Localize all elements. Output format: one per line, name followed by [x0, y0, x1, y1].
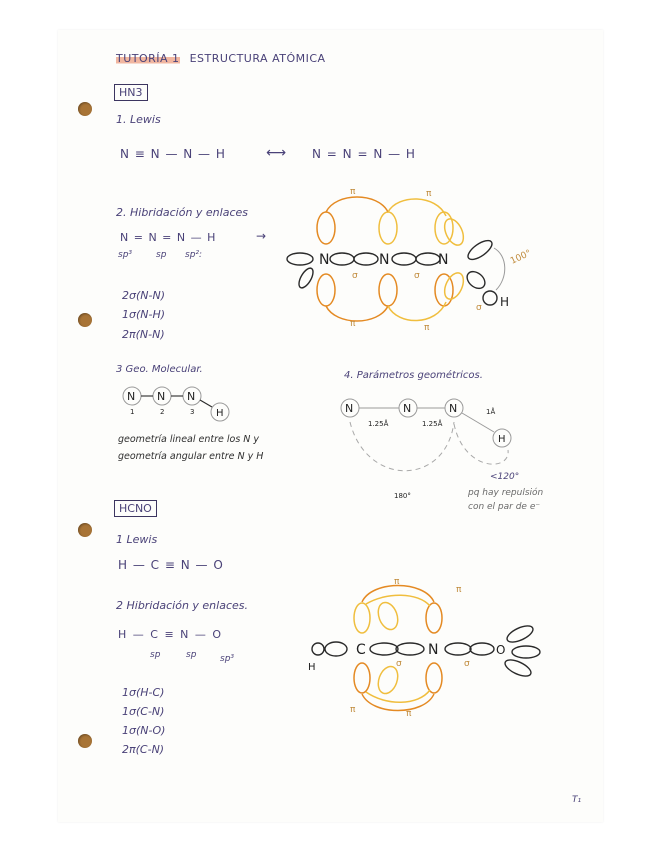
sigma-orbital — [392, 253, 416, 265]
angle-arc — [494, 248, 505, 290]
pi-orbital-lobe — [354, 663, 370, 693]
h-orbital — [312, 643, 324, 655]
pi-label: π — [394, 577, 400, 587]
repulsion-note-line2: con el par de e⁻ — [468, 502, 541, 512]
hcno-hyb-formula: H — C ≡ N — O — [118, 628, 223, 641]
bond-length-label: 1.25Å — [422, 420, 443, 428]
sigma-orbital — [330, 253, 354, 265]
bond-length-label: 1.25Å — [368, 420, 389, 428]
repulsion-note-line1: pq hay repulsión — [468, 488, 544, 498]
pi-orbital-lobe — [375, 600, 401, 632]
atom-n: N — [157, 390, 166, 403]
atom-n: N — [428, 642, 439, 658]
sigma-orbital — [396, 643, 424, 655]
lone-pair-lobe — [287, 253, 313, 265]
atom-n3: N — [438, 252, 449, 268]
lone-pair-lobe — [503, 657, 533, 680]
pi-orbital-lobe — [354, 603, 370, 633]
lone-pair-lobe — [512, 646, 540, 658]
section-box-hn3: HN3 — [114, 84, 148, 101]
sigma-orbital — [370, 643, 398, 655]
pi-orbital-lobe — [317, 212, 335, 244]
hn3-bond-1: 2σ(N-N) — [122, 289, 165, 302]
atom-h: H — [216, 408, 224, 419]
hcno-hybridization-heading: 2 Hibridación y enlaces. — [116, 599, 248, 612]
pi-overlap-arc — [388, 199, 446, 216]
title-highlight: TUTORÍA 1 — [116, 52, 180, 65]
section-box-hcno: HCNO — [114, 500, 157, 517]
bond-length-label: 1Å — [486, 408, 496, 416]
angle-label: 100° — [509, 248, 533, 267]
hyb-label-sp2: sp²: — [185, 250, 203, 260]
title-text: ESTRUCTURA ATÓMICA — [189, 52, 326, 65]
hn3-geometry-sketch — [122, 382, 242, 432]
hn3-hybridization-heading: 2. Hibridación y enlaces — [116, 206, 248, 219]
pi-orbital-lobe — [317, 274, 335, 306]
atom-number: 1 — [130, 408, 135, 416]
hn3-hyb-arrow: → — [256, 229, 267, 243]
sigma-label: σ — [414, 271, 420, 281]
hcno-bond-3: 1σ(N-O) — [122, 724, 166, 737]
atom-number: 2 — [160, 408, 165, 416]
atom-n: N — [345, 402, 354, 415]
page-mark: T₁ — [572, 795, 582, 805]
atom-h: H — [500, 295, 510, 309]
pi-label: π — [350, 319, 356, 329]
hn3-lewis-structure-a: N ≡ N — N — H — [120, 147, 226, 161]
hn3-parameters-sketch — [336, 392, 566, 502]
hcno-lewis-structure: H — C ≡ N — O — [118, 558, 224, 572]
sigma-orbital — [416, 253, 440, 265]
hn3-bond-2: 1σ(N-H) — [122, 308, 166, 321]
atom-n: N — [449, 402, 458, 415]
pi-overlap-arc — [366, 595, 430, 606]
hn3-lewis-structure-b: N = N = N — H — [312, 147, 416, 161]
sigma-label: σ — [464, 659, 470, 669]
atom-h: H — [308, 662, 316, 673]
h-c-sigma — [325, 642, 347, 656]
sigma-orbital — [470, 643, 494, 655]
page-title — [116, 52, 326, 65]
angle-120-label: <120° — [490, 472, 520, 482]
pi-label: π — [350, 187, 356, 197]
pi-overlap-arc — [362, 586, 434, 603]
atom-h: H — [498, 434, 506, 445]
pi-orbital-lobe — [379, 274, 397, 306]
binder-hole — [78, 102, 92, 116]
lone-pair-lobe — [505, 623, 535, 646]
pi-orbital-lobe — [426, 603, 442, 633]
pi-label: π — [350, 705, 356, 715]
hn3-orbital-diagram — [276, 187, 536, 333]
angle-arc-180 — [350, 422, 454, 471]
atom-n: N — [187, 390, 196, 403]
atom-n1: N — [319, 252, 330, 268]
hcno-lewis-heading: 1 Lewis — [116, 533, 158, 546]
hcno-bond-4: 2π(C-N) — [122, 743, 165, 756]
atom-c: C — [356, 642, 366, 658]
hn3-lewis-heading: 1. Lewis — [116, 113, 161, 126]
hcno-orbital-diagram — [306, 577, 556, 720]
lone-pair-lobe — [465, 237, 495, 263]
n-h-sigma — [464, 268, 488, 292]
hyb-label-sp: sp — [156, 250, 167, 260]
pi-orbital-lobe — [426, 663, 442, 693]
pi-overlap-arc — [326, 306, 388, 321]
binder-hole — [78, 523, 92, 537]
hcno-bond-1: 1σ(H-C) — [122, 686, 165, 699]
binder-hole — [78, 734, 92, 748]
hcno-bond-2: 1σ(C-N) — [122, 705, 165, 718]
binder-hole — [78, 313, 92, 327]
atom-number: 3 — [190, 408, 195, 416]
hyb-label-sp3-o: sp³ — [220, 654, 235, 664]
hyb-label-sp-n: sp — [186, 650, 197, 660]
sigma-orbital — [354, 253, 378, 265]
sigma-label: σ — [396, 659, 402, 669]
pi-label: π — [426, 189, 432, 199]
h-orbital — [483, 291, 497, 305]
geometry-note-angular: geometría angular entre N y H — [118, 451, 264, 462]
atom-n2: N — [379, 252, 390, 268]
geometry-note-linear: geometría lineal entre los N y — [118, 434, 260, 445]
atom-n: N — [403, 402, 412, 415]
sigma-label: σ — [476, 303, 482, 313]
lone-pair-lobe — [296, 266, 316, 290]
pi-label: π — [456, 585, 462, 595]
hn3-bond-3: 2π(N-N) — [122, 328, 165, 341]
sigma-label: σ — [352, 271, 358, 281]
atom-o: O — [496, 643, 506, 657]
pi-label: π — [424, 323, 430, 333]
pi-orbital-lobe — [379, 212, 397, 244]
hn3-parameters-heading: 4. Parámetros geométricos. — [344, 370, 483, 381]
pi-label: π — [406, 709, 412, 719]
hn3-geometry-heading: 3 Geo. Molecular. — [116, 364, 203, 375]
notebook-page — [58, 30, 603, 822]
pi-overlap-arc — [388, 302, 446, 321]
hyb-label-sp3: sp³ — [118, 250, 133, 260]
pi-overlap-arc — [326, 197, 388, 212]
hyb-label-sp-c: sp — [150, 650, 161, 660]
bond-line — [200, 400, 212, 407]
atom-n: N — [127, 390, 136, 403]
sigma-orbital — [445, 643, 471, 655]
resonance-arrow: ⟷ — [266, 145, 287, 161]
angle-label: 180° — [394, 492, 411, 500]
hn3-hyb-formula: N = N = N — H — [120, 231, 217, 244]
pi-overlap-arc — [366, 690, 430, 702]
